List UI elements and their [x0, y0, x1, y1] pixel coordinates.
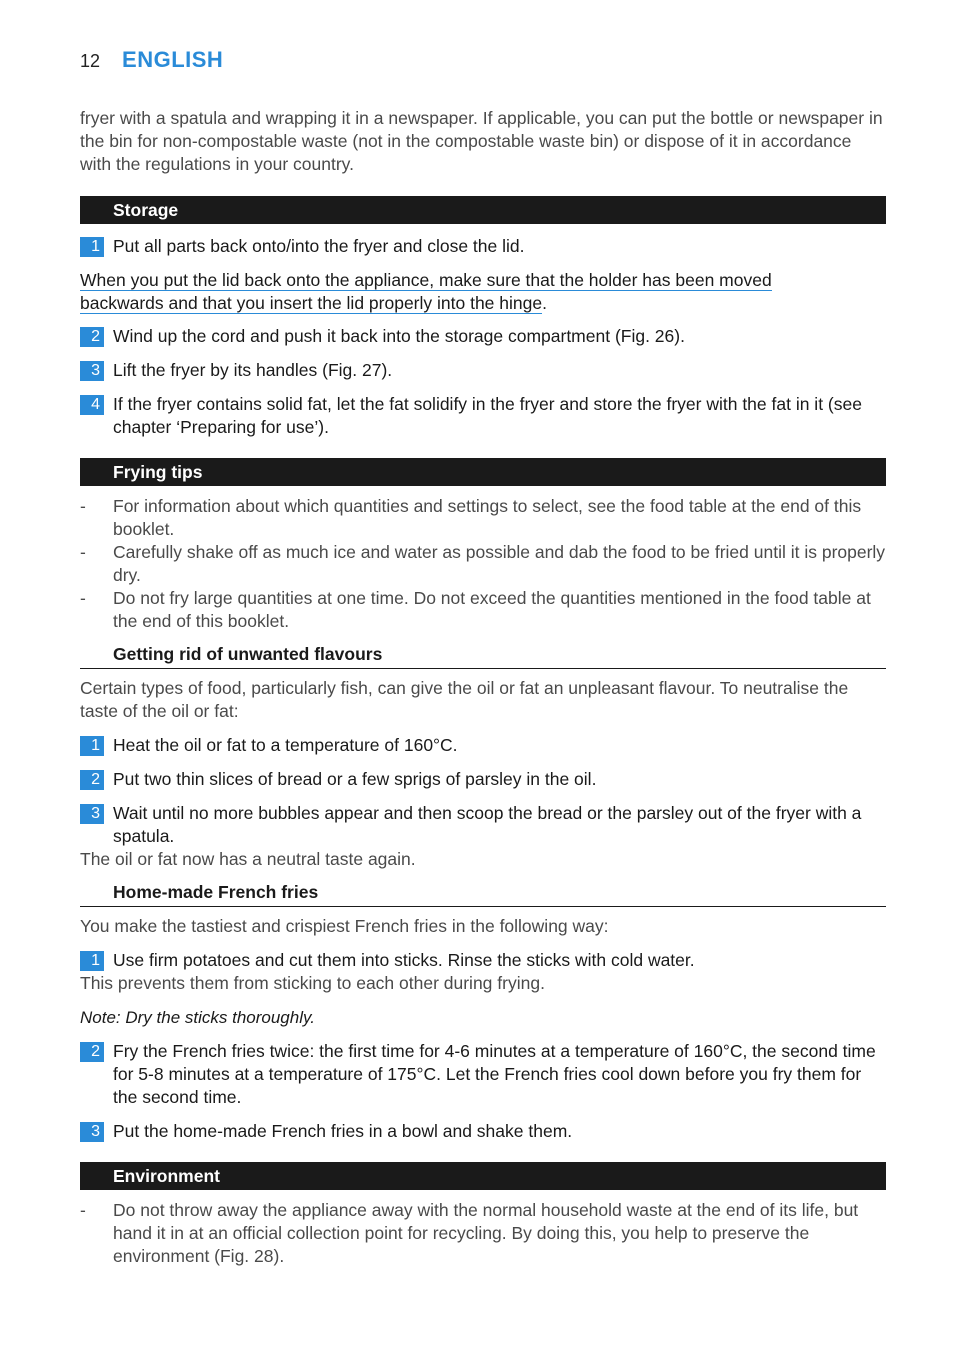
storage-step-3 — [80, 359, 886, 382]
step-text: Heat the oil or fat to a temperature of 160°C. — [113, 735, 458, 755]
fries-note: Note: Dry the sticks thoroughly. — [80, 1008, 315, 1027]
frying-tip-1 — [80, 495, 886, 541]
tip-text: Carefully shake off as much ice and water as possible and dab the food to be fried until it is properly dry. — [113, 542, 886, 585]
fries-step-3 — [80, 1120, 886, 1143]
warning-period: . — [542, 293, 547, 313]
step-number-badge: 2 — [80, 770, 104, 790]
step-number-badge: 1 — [80, 736, 104, 756]
page-content — [80, 107, 886, 1268]
flavours-step-2 — [80, 768, 886, 791]
step-number-badge: 3 — [80, 361, 104, 381]
step-text: Put all parts back onto/into the fryer and close the lid. — [113, 236, 525, 256]
storage-step-4 — [80, 393, 886, 439]
fries-step-1 — [80, 949, 886, 972]
dash-marker: - — [80, 542, 86, 562]
dash-marker: - — [80, 496, 86, 516]
frying-tip-2 — [80, 541, 886, 587]
flavours-result: The oil or fat now has a neutral taste again. — [80, 849, 416, 869]
step-text: Put the home-made French fries in a bowl and shake them. — [113, 1121, 573, 1141]
page-number: 12 — [80, 51, 101, 71]
dash-marker: - — [80, 1200, 86, 1220]
step-text: Use firm potatoes and cut them into sticks. Rinse the sticks with cold water. — [113, 950, 695, 970]
step-text: Lift the fryer by its handles (Fig. 27). — [113, 360, 393, 380]
flavours-intro: Certain types of food, particularly fish, can give the oil or fat an unpleasant flavour. To neutralise the taste of the oil or fat: — [80, 678, 849, 721]
subsection-header-flavours: Getting rid of unwanted flavours — [80, 643, 886, 669]
warning-line-1: When you put the lid back onto the appliance, make sure that the holder has been moved — [80, 270, 772, 290]
flavours-step-3 — [80, 802, 886, 848]
fries-step-2 — [80, 1040, 886, 1109]
step-text: Fry the French fries twice: the first time for 4-6 minutes at a temperature of 160°C, the second time for 5-8 minutes at a temperature of 175°C. Let the French fries cool down before you fry them for the second time. — [113, 1041, 876, 1107]
environment-item — [80, 1199, 886, 1268]
step-text: Wait until no more bubbles appear and then scoop the bread or the parsley out of the fryer with a spatula. — [113, 803, 862, 846]
page-header — [80, 47, 223, 77]
storage-step-2 — [80, 325, 886, 348]
step-text: If the fryer contains solid fat, let the fat solidify in the fryer and store the fryer with the fat in it (see chapter ‘Preparing for use’). — [113, 394, 862, 437]
step-text: Put two thin slices of bread or a few sprigs of parsley in the oil. — [113, 769, 597, 789]
step-number-badge: 2 — [80, 327, 104, 347]
storage-step-1 — [80, 235, 886, 258]
tip-text: Do not fry large quantities at one time. Do not exceed the quantities mentioned in the food table at the end of this booklet. — [113, 588, 871, 631]
step-number-badge: 3 — [80, 1122, 104, 1142]
warning-line-2: backwards and that you insert the lid properly into the hinge — [80, 293, 543, 313]
language-title: ENGLISH — [122, 47, 224, 72]
environment-text: Do not throw away the appliance away with the normal household waste at the end of its life, but hand it in at an official collection point for recycling. By doing this, you help to preserve the environment (Fig. 28). — [113, 1200, 859, 1266]
flavours-step-1 — [80, 734, 886, 757]
fries-step-1-info: This prevents them from sticking to each other during frying. — [80, 973, 545, 993]
step-number-badge: 1 — [80, 237, 104, 257]
frying-tip-3 — [80, 587, 886, 633]
section-header-environment: Environment — [80, 1162, 886, 1190]
intro-paragraph: fryer with a spatula and wrapping it in a newspaper. If applicable, you can put the bottle or newspaper in the bin for non-compostable waste (not in the compostable waste bin) or dispose of it in accordance with the regulations in your country. — [80, 108, 883, 174]
step-number-badge: 4 — [80, 395, 104, 415]
section-header-frying-tips: Frying tips — [80, 458, 886, 486]
step-number-badge: 3 — [80, 804, 104, 824]
fries-intro: You make the tastiest and crispiest French fries in the following way: — [80, 916, 609, 936]
section-header-storage: Storage — [80, 196, 886, 224]
step-number-badge: 1 — [80, 951, 104, 971]
step-text: Wind up the cord and push it back into the storage compartment (Fig. 26). — [113, 326, 685, 346]
tip-text: For information about which quantities and settings to select, see the food table at the end of this booklet. — [113, 496, 862, 539]
dash-marker: - — [80, 588, 86, 608]
subsection-header-french-fries: Home-made French fries — [80, 881, 886, 907]
storage-warning — [80, 269, 886, 315]
step-number-badge: 2 — [80, 1042, 104, 1062]
